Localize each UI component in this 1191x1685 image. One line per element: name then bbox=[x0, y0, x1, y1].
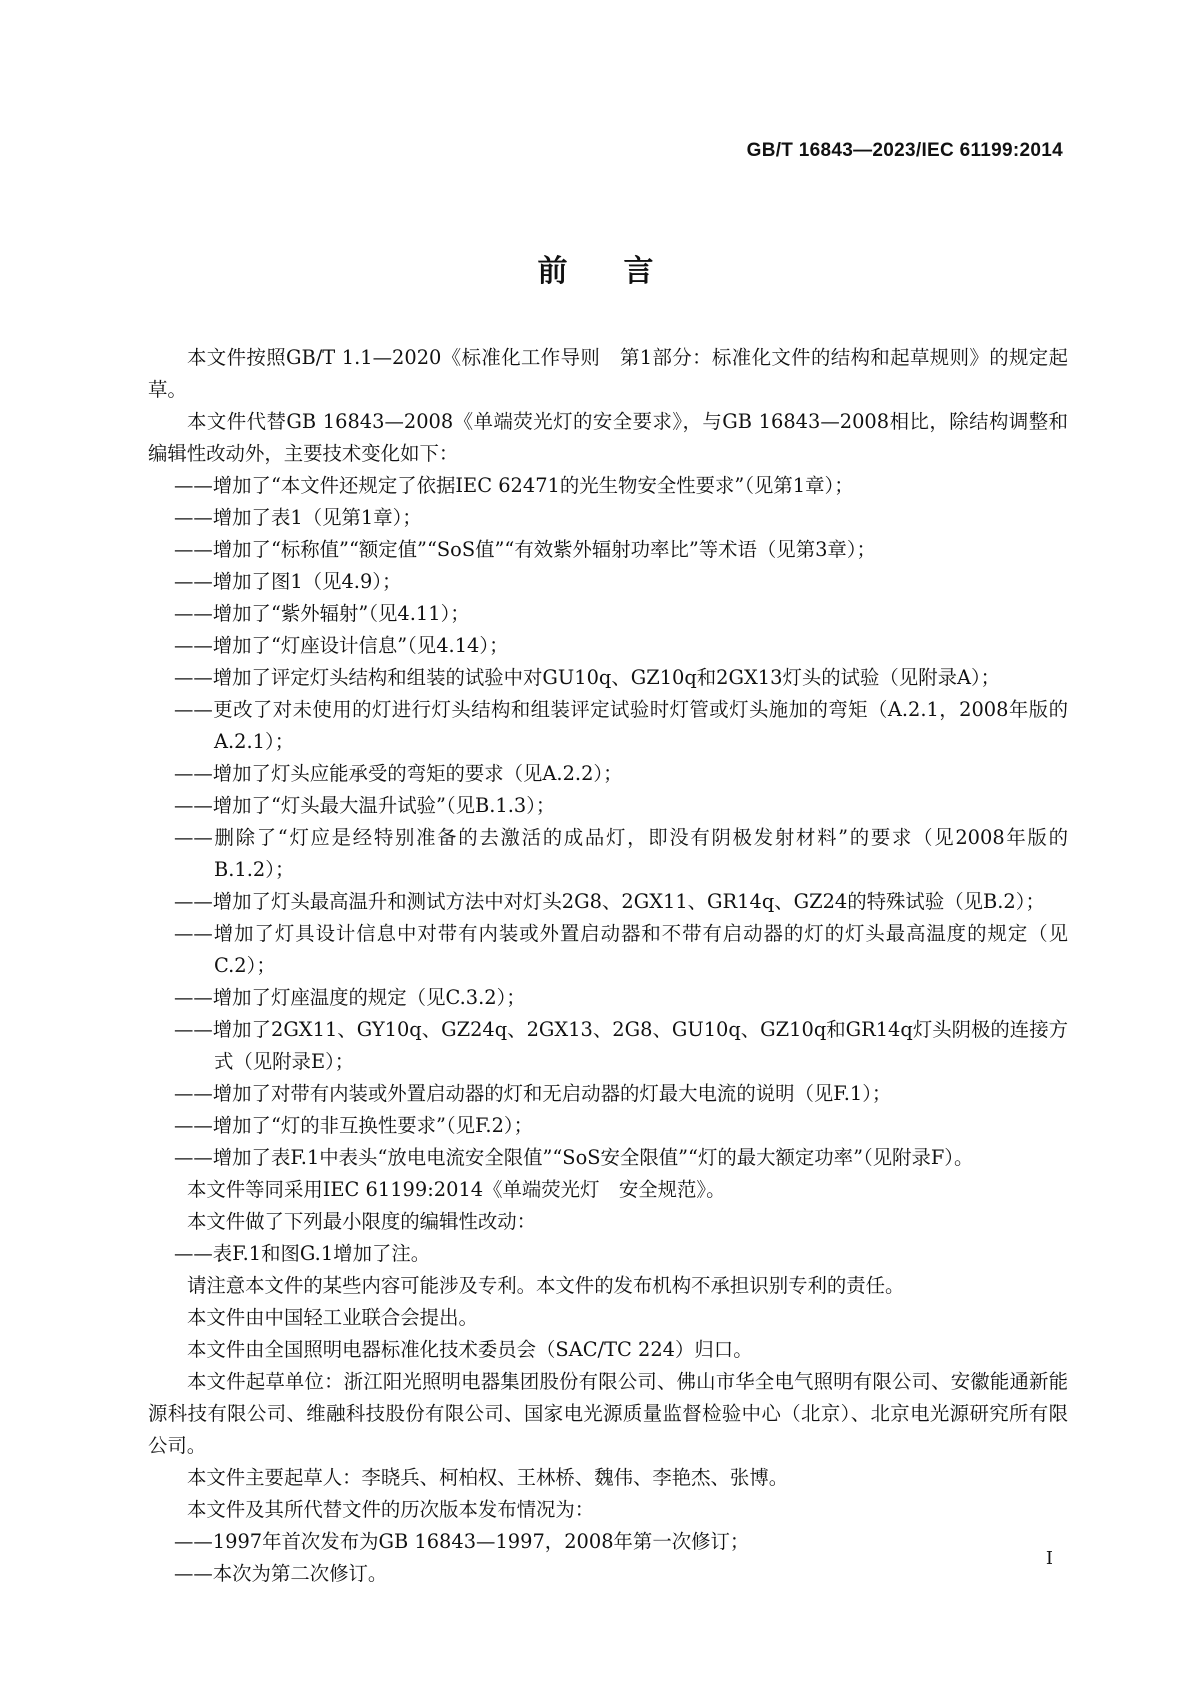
dash-list-item: ——增加了“紫外辐射”（见4.11）； bbox=[174, 602, 470, 625]
dash-list-item: ——增加了“灯的非互换性要求”（见F.2）； bbox=[174, 1114, 533, 1137]
dash-list-item: ——增加了评定灯头结构和组装的试验中对GU10q、GZ10q和2GX13灯头的试验（见附录A）； bbox=[174, 666, 1001, 689]
dash-list-item: ——增加了“标称值”“额定值”“SoS值”“有效紫外辐射功率比”等术语（见第3章）； bbox=[174, 538, 876, 561]
dash-list-item: ——本次为第二次修订。 bbox=[174, 1562, 388, 1585]
document-body bbox=[148, 342, 1068, 1590]
paragraph: 本文件代替GB 16843—2008《单端荧光灯的安全要求》，与GB 16843—2008相比，除结构调整和编辑性改动外，主要技术变化如下： bbox=[148, 410, 1068, 465]
dash-list-item: ——删除了“灯应是经特别准备的去激活的成品灯，即没有阴极发射材料”的要求（见2008年版的B.1.2）； bbox=[174, 826, 1068, 881]
dash-list-item: ——增加了灯座温度的规定（见C.3.2）； bbox=[174, 986, 526, 1009]
dash-list-item: ——增加了表1（见第1章）； bbox=[174, 506, 422, 529]
dash-list-item: ——增加了“灯座设计信息”（见4.14）； bbox=[174, 634, 509, 657]
paragraph: 本文件按照GB/T 1.1—2020《标准化工作导则 第1部分：标准化文件的结构和起草规则》的规定起草。 bbox=[148, 346, 1068, 401]
dash-list-item: ——增加了“本文件还规定了依据IEC 62471的光生物安全性要求”（见第1章）； bbox=[174, 474, 854, 497]
standard-number: GB/T 16843—2023/IEC 61199:2014 bbox=[746, 140, 1063, 161]
paragraph: 本文件主要起草人：李晓兵、柯柏权、王林桥、魏伟、李艳杰、张博。 bbox=[187, 1466, 789, 1489]
paragraph: 本文件及其所代替文件的历次版本发布情况为： bbox=[187, 1498, 595, 1521]
paragraph: 本文件等同采用IEC 61199:2014《单端荧光灯 安全规范》。 bbox=[187, 1178, 726, 1201]
paragraph: 本文件做了下列最小限度的编辑性改动： bbox=[187, 1210, 537, 1233]
paragraph: 本文件由全国照明电器标准化技术委员会（SAC/TC 224）归口。 bbox=[187, 1338, 753, 1361]
page-number: I bbox=[1045, 1548, 1053, 1569]
page-title: 前言 bbox=[537, 254, 710, 289]
dash-list-item: ——增加了表F.1中表头“放电电流安全限值”“SoS安全限值”“灯的最大额定功率”（见附录F）。 bbox=[174, 1146, 974, 1169]
paragraph: 本文件起草单位：浙江阳光照明电器集团股份有限公司、佛山市华全电气照明有限公司、安徽能通新能源科技有限公司、维融科技股份有限公司、国家电光源质量监督检验中心（北京）、北京电光源研究所有限公司。 bbox=[148, 1370, 1068, 1457]
dash-list-item: ——增加了灯头最高温升和测试方法中对灯头2G8、2GX11、GR14q、GZ24的特殊试验（见B.2）； bbox=[174, 890, 1045, 913]
dash-list-item: ——增加了“灯头最大温升试验”（见B.1.3）； bbox=[174, 794, 556, 817]
dash-list-item: ——表F.1和图G.1增加了注。 bbox=[174, 1242, 431, 1265]
paragraph: 请注意本文件的某些内容可能涉及专利。本文件的发布机构不承担识别专利的责任。 bbox=[187, 1274, 905, 1297]
paragraph: 本文件由中国轻工业联合会提出。 bbox=[187, 1306, 478, 1329]
dash-list-item: ——更改了对未使用的灯进行灯头结构和组装评定试验时灯管或灯头施加的弯矩（A.2.1，2008年版的A.2.1）； bbox=[174, 698, 1068, 753]
dash-list-item: ——增加了对带有内装或外置启动器的灯和无启动器的灯最大电流的说明（见F.1）； bbox=[174, 1082, 892, 1105]
dash-list-item: ——增加了2GX11、GY10q、GZ24q、2GX13、2G8、GU10q、GZ10q和GR14q灯头阴极的连接方式（见附录E）； bbox=[174, 1018, 1068, 1073]
dash-list-item: ——增加了灯具设计信息中对带有内装或外置启动器和不带有启动器的灯的灯头最高温度的规定（见C.2）； bbox=[174, 922, 1068, 977]
dash-list-item: ——1997年首次发布为GB 16843—1997，2008年第一次修订； bbox=[174, 1530, 750, 1553]
dash-list-item: ——增加了灯头应能承受的弯矩的要求（见A.2.2）； bbox=[174, 762, 623, 785]
dash-list-item: ——增加了图1（见4.9）； bbox=[174, 570, 402, 593]
